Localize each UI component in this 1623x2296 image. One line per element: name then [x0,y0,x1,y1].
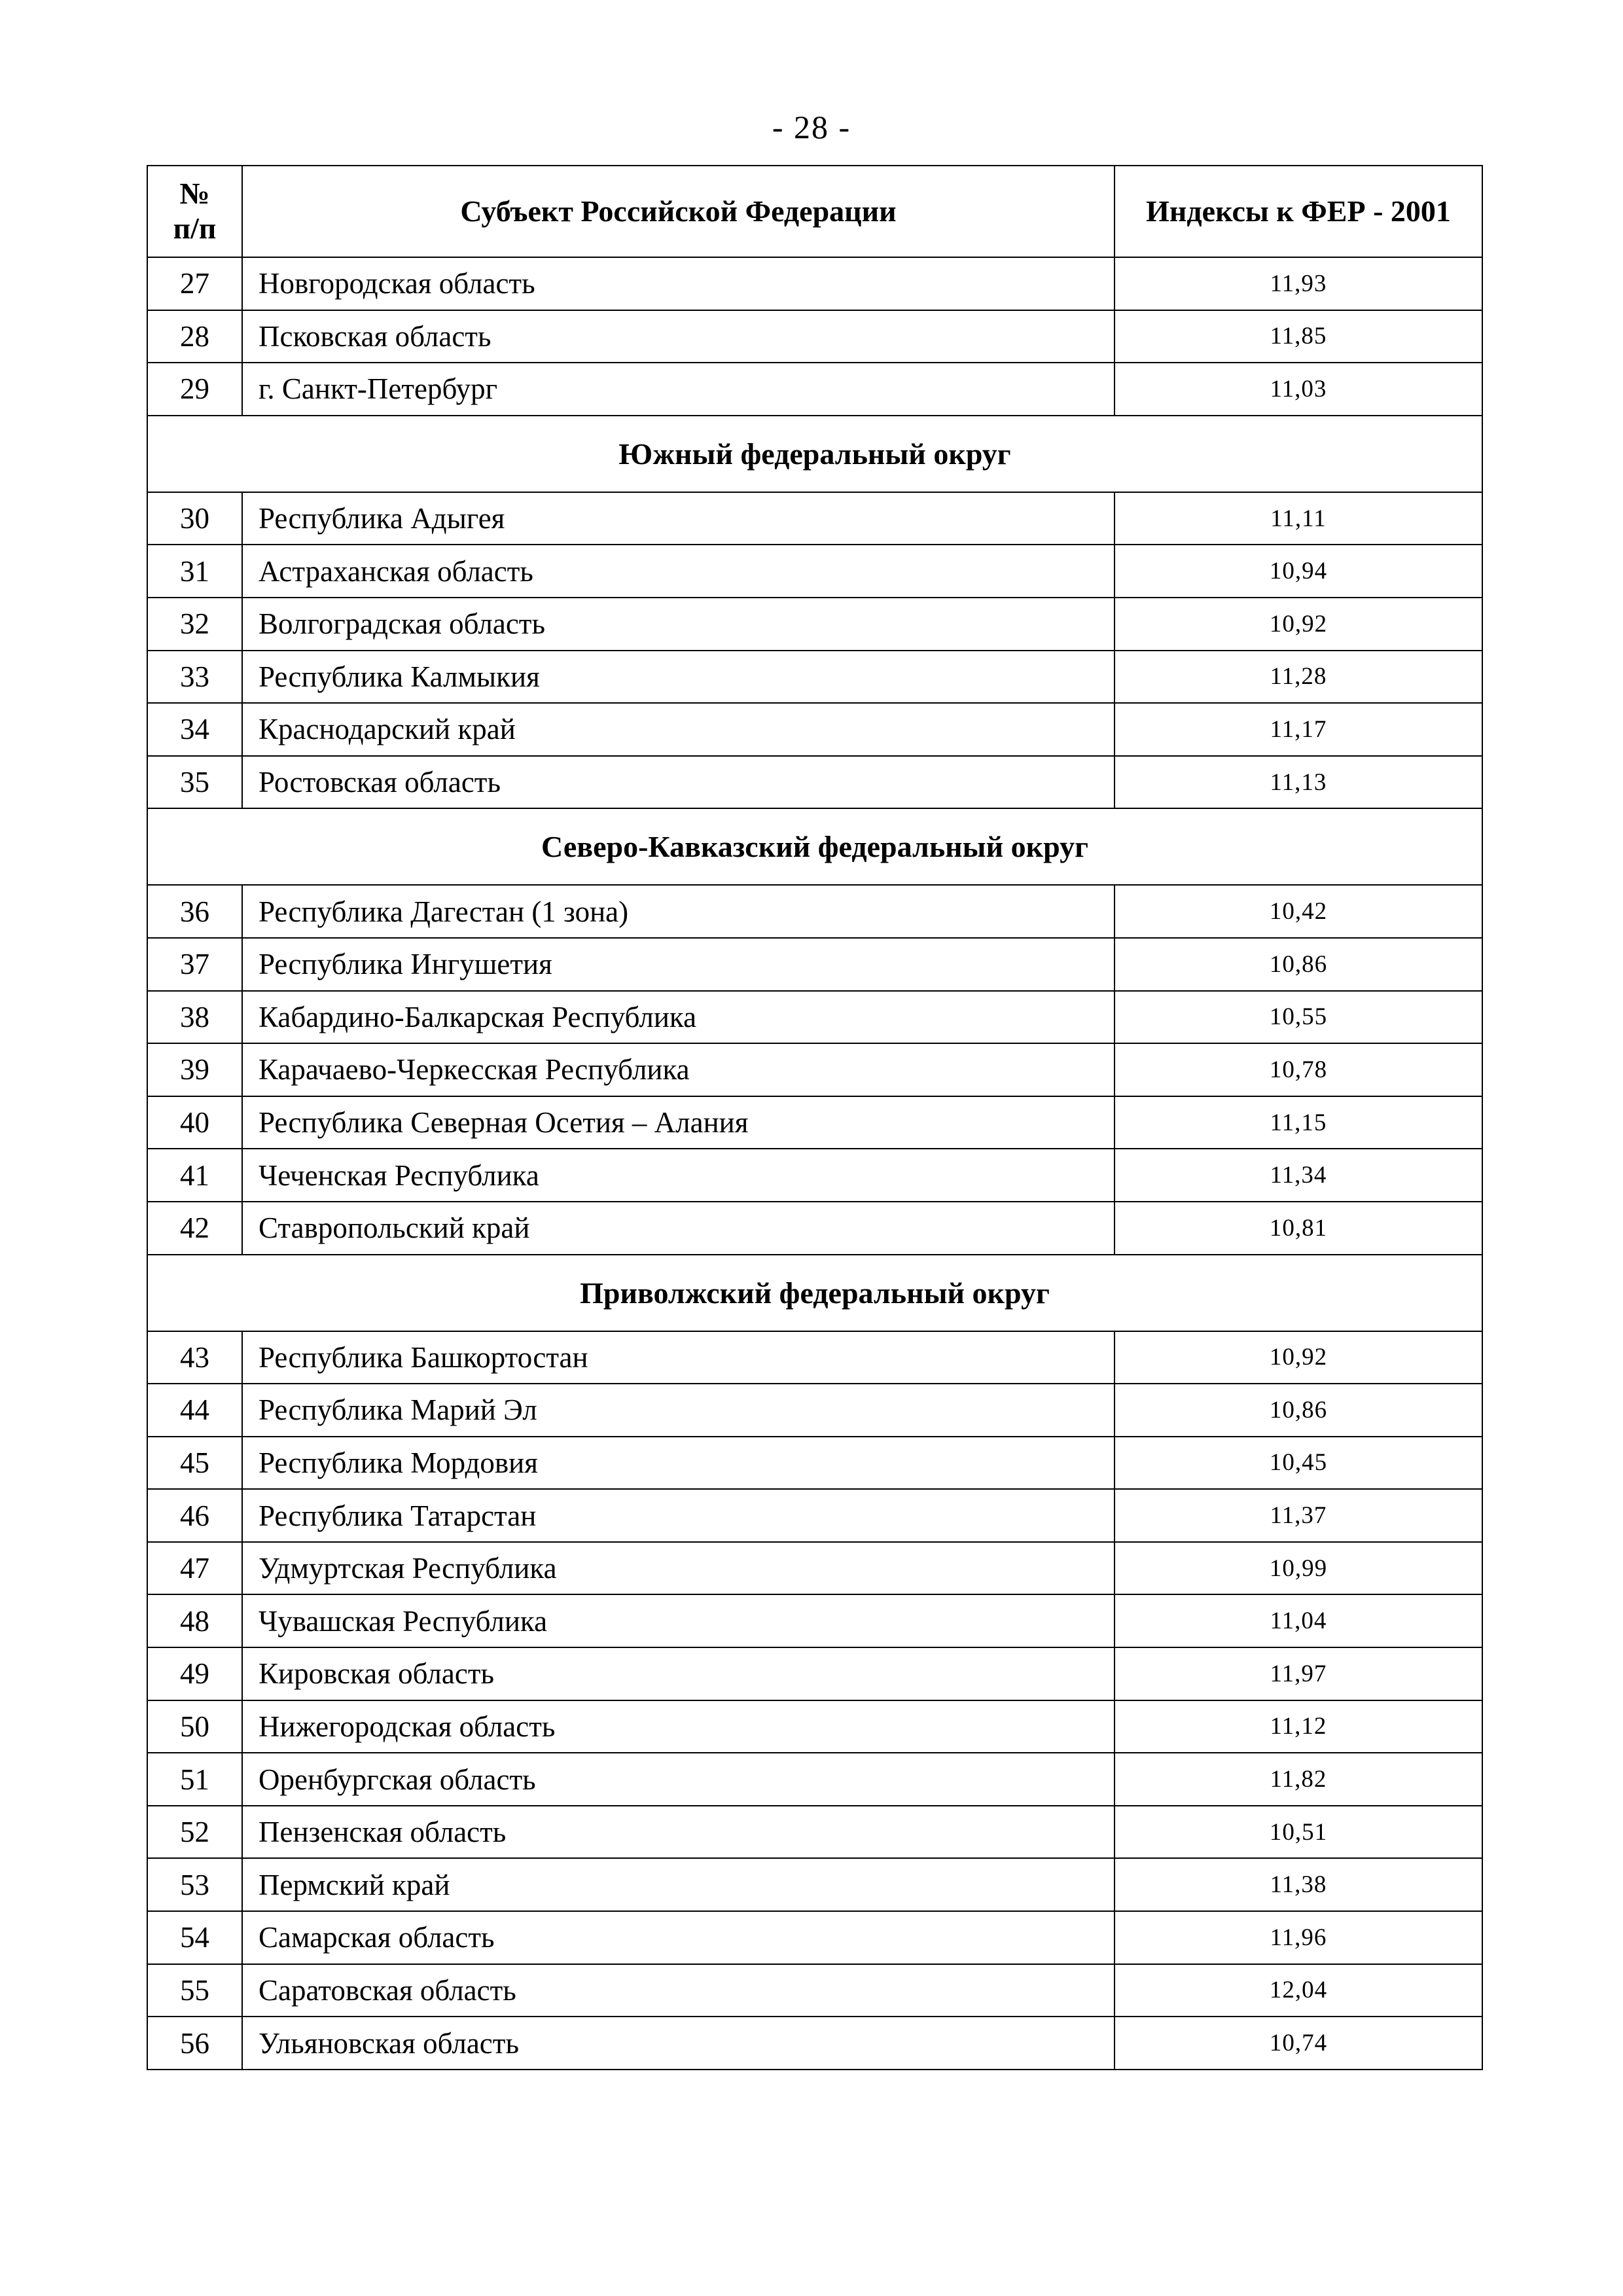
index-value: 11,96 [1115,1911,1482,1964]
row-number: 27 [147,257,242,310]
subject-name: Кабардино-Балкарская Республика [242,991,1115,1044]
row-number: 39 [147,1043,242,1096]
index-value: 11,82 [1115,1753,1482,1806]
index-value: 10,55 [1115,991,1482,1044]
index-value: 12,04 [1115,1964,1482,2017]
subject-name: Кировская область [242,1647,1115,1700]
row-number: 44 [147,1384,242,1437]
header-index-label: Индексы к ФЕР - 2001 [1146,194,1451,228]
index-value: 10,42 [1115,885,1482,938]
row-number: 28 [147,310,242,363]
table-row [147,885,1482,938]
subject-name: Саратовская область [242,1964,1115,2017]
row-number: 41 [147,1149,242,1202]
index-value: 10,99 [1115,1542,1482,1595]
index-value: 11,85 [1115,310,1482,363]
subject-name: Чувашская Республика [242,1594,1115,1647]
table-row [147,1594,1482,1647]
header-number [147,166,242,257]
row-number: 46 [147,1489,242,1542]
subject-name: Республика Татарстан [242,1489,1115,1542]
table-row [147,1806,1482,1859]
table-row [147,651,1482,704]
subject-name: Оренбургская область [242,1753,1115,1806]
subject-name: Краснодарский край [242,703,1115,756]
table-row [147,1753,1482,1806]
index-value: 11,28 [1115,651,1482,704]
table-row [147,1964,1482,2017]
table-row [147,1043,1482,1096]
subject-name: Ростовская область [242,756,1115,809]
table-row [147,545,1482,598]
index-value: 11,04 [1115,1594,1482,1647]
row-number: 50 [147,1700,242,1753]
region-header-row [147,808,1482,885]
subject-name: Республика Калмыкия [242,651,1115,704]
table-row [147,2017,1482,2070]
table-row [147,756,1482,809]
row-number: 54 [147,1911,242,1964]
index-table [147,165,1483,2070]
index-value: 11,97 [1115,1647,1482,1700]
subject-name: Новгородская область [242,257,1115,310]
region-title: Северо-Кавказский федеральный округ [147,808,1482,885]
table-row [147,1437,1482,1490]
row-number: 56 [147,2017,242,2070]
row-number: 37 [147,938,242,991]
index-value: 10,92 [1115,1331,1482,1384]
row-number: 48 [147,1594,242,1647]
table-row [147,1149,1482,1202]
row-number: 53 [147,1858,242,1911]
subject-name: г. Санкт-Петербург [242,363,1115,416]
row-number: 43 [147,1331,242,1384]
index-value: 10,94 [1115,545,1482,598]
region-title: Южный федеральный округ [147,416,1482,492]
table-row [147,1858,1482,1911]
index-value: 10,81 [1115,1202,1482,1255]
row-number: 40 [147,1096,242,1149]
row-number: 38 [147,991,242,1044]
row-number: 30 [147,492,242,545]
region-title: Приволжский федеральный округ [147,1255,1482,1331]
index-value: 11,38 [1115,1858,1482,1911]
row-number: 47 [147,1542,242,1595]
row-number: 36 [147,885,242,938]
subject-name: Республика Марий Эл [242,1384,1115,1437]
index-value: 10,74 [1115,2017,1482,2070]
table-row [147,991,1482,1044]
subject-name: Республика Дагестан (1 зона) [242,885,1115,938]
row-number: 49 [147,1647,242,1700]
table-row [147,363,1482,416]
table-header-row [147,166,1482,257]
header-subject [242,166,1115,257]
row-number: 45 [147,1437,242,1490]
header-number-label: № п/п [173,177,217,245]
index-value: 10,78 [1115,1043,1482,1096]
table-row [147,1542,1482,1595]
subject-name: Астраханская область [242,545,1115,598]
header-subject-label: Субъект Российской Федерации [460,194,897,228]
row-number: 55 [147,1964,242,2017]
subject-name: Республика Ингушетия [242,938,1115,991]
table-row [147,1096,1482,1149]
row-number: 51 [147,1753,242,1806]
table-row [147,1202,1482,1255]
subject-name: Республика Башкортостан [242,1331,1115,1384]
table-row [147,703,1482,756]
index-value: 10,86 [1115,1384,1482,1437]
table-row [147,1331,1482,1384]
subject-name: Ульяновская область [242,2017,1115,2070]
table-row [147,310,1482,363]
row-number: 29 [147,363,242,416]
subject-name: Нижегородская область [242,1700,1115,1753]
header-index [1115,166,1482,257]
table-row [147,492,1482,545]
index-value: 11,17 [1115,703,1482,756]
subject-name: Ставропольский край [242,1202,1115,1255]
subject-name: Карачаево-Черкесская Республика [242,1043,1115,1096]
subject-name: Самарская область [242,1911,1115,1964]
index-value: 11,93 [1115,257,1482,310]
row-number: 33 [147,651,242,704]
table-row [147,1384,1482,1437]
index-value: 10,92 [1115,598,1482,651]
index-value: 11,13 [1115,756,1482,809]
row-number: 34 [147,703,242,756]
index-value: 11,11 [1115,492,1482,545]
subject-name: Удмуртская Республика [242,1542,1115,1595]
subject-name: Чеченская Республика [242,1149,1115,1202]
row-number: 32 [147,598,242,651]
index-value: 11,15 [1115,1096,1482,1149]
row-number: 42 [147,1202,242,1255]
table-row [147,938,1482,991]
table-row [147,598,1482,651]
index-value: 10,86 [1115,938,1482,991]
subject-name: Республика Мордовия [242,1437,1115,1490]
region-header-row [147,416,1482,492]
row-number: 35 [147,756,242,809]
table-row [147,1489,1482,1542]
table-row [147,1700,1482,1753]
index-value: 11,37 [1115,1489,1482,1542]
subject-name: Республика Северная Осетия – Алания [242,1096,1115,1149]
table-row [147,1647,1482,1700]
subject-name: Пензенская область [242,1806,1115,1859]
table-row [147,1911,1482,1964]
index-value: 11,03 [1115,363,1482,416]
table-row [147,257,1482,310]
index-value: 11,34 [1115,1149,1482,1202]
subject-name: Волгоградская область [242,598,1115,651]
table-body [147,257,1482,2070]
subject-name: Псковская область [242,310,1115,363]
page-number: - 28 - [772,109,851,145]
subject-name: Республика Адыгея [242,492,1115,545]
row-number: 31 [147,545,242,598]
index-value: 11,12 [1115,1700,1482,1753]
region-header-row [147,1255,1482,1331]
index-value: 10,45 [1115,1437,1482,1490]
subject-name: Пермский край [242,1858,1115,1911]
row-number: 52 [147,1806,242,1859]
index-value: 10,51 [1115,1806,1482,1859]
